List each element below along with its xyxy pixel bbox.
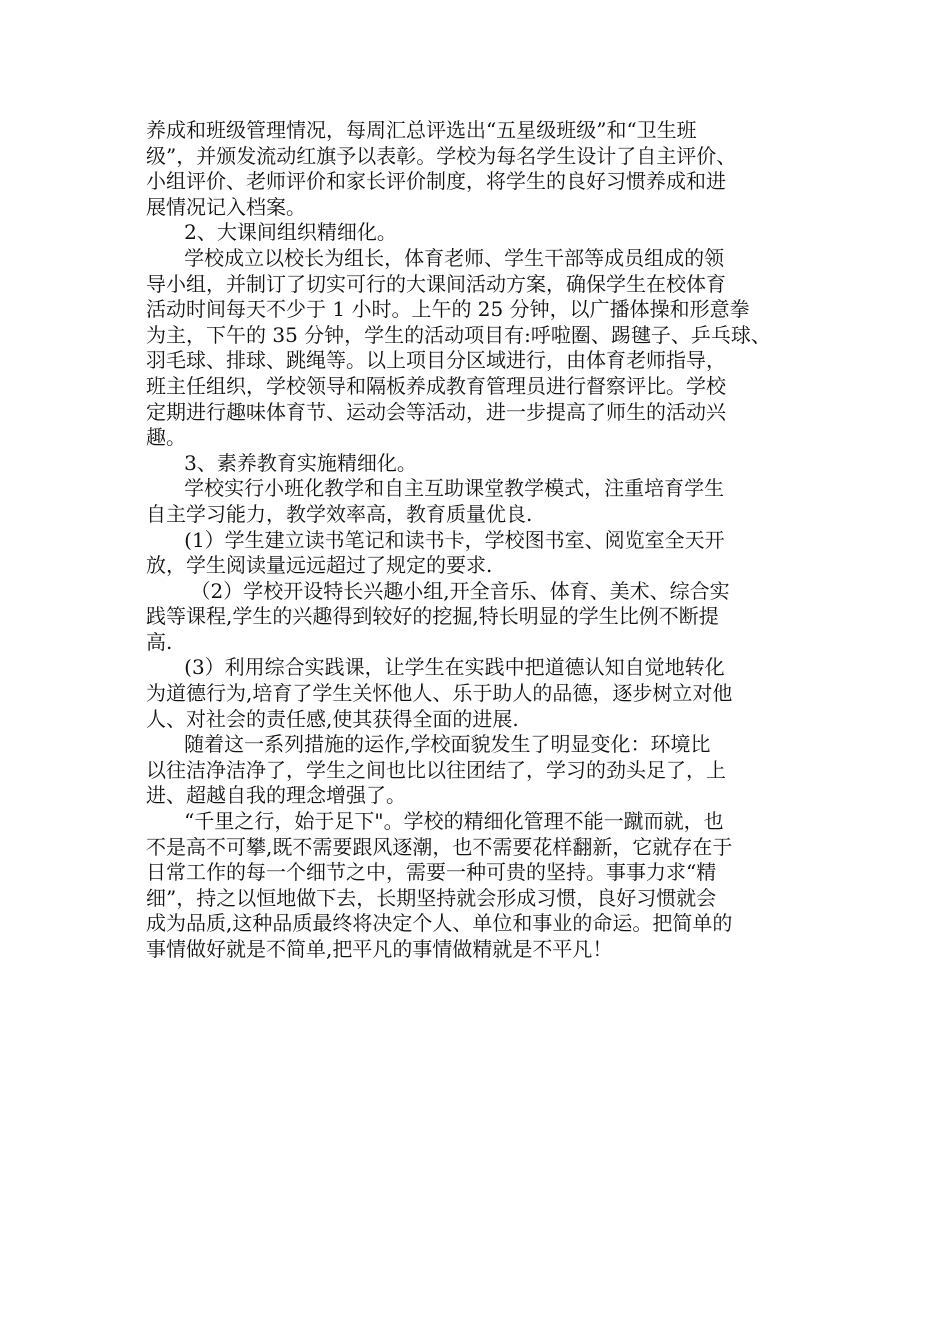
- text-line: (3）利用综合实践课，让学生在实践中把道德认知自觉地转化: [146, 655, 725, 680]
- text-line: 高.: [146, 629, 173, 654]
- text-line: 导小组，并制订了切实可行的大课间活动方案，确保学生在校体育: [146, 271, 726, 296]
- section-heading: 3、素养教育实施精细化。: [146, 450, 417, 475]
- text-line: 事情做好就是不简单,把平凡的事情做精就是不平凡！: [146, 937, 613, 961]
- document-body: [146, 118, 814, 963]
- text-line: 人、对社会的责任感,使其获得全面的进展.: [146, 706, 519, 731]
- text-line: 趣。: [146, 425, 186, 450]
- text-line: 进、超越自我的理念增强了。: [146, 783, 406, 808]
- text-line: “千里之行，始于足下"。学校的精细化管理不能一蹴而就，也: [146, 809, 724, 834]
- text-line: 自主学习能力，教学效率高，教育质量优良.: [146, 501, 533, 526]
- text-line: （2）学校开设特长兴趣小组,开全音乐、体育、美术、综合实: [146, 578, 730, 603]
- text-line: (1）学生建立读书笔记和读书卡，学校图书室、阅览室全天开: [146, 527, 725, 552]
- text-line: 班主任组织，学校领导和隔板养成教育管理员进行督察评比。学校: [146, 373, 726, 398]
- text-line: 成为品质,这种品质最终将决定个人、单位和事业的命运。把简单的: [146, 911, 733, 936]
- text-line: 学校实行小班化教学和自主互助课堂教学模式，注重培育学生: [146, 476, 725, 501]
- text-line: 级”，并颁发流动红旗予以表彰。学校为每名学生设计了自主评价、: [146, 143, 737, 168]
- text-line: 以往洁净洁净了，学生之间也比以往团结了，学习的劲头足了，上: [146, 757, 726, 782]
- section-heading: 2、大课间组织精细化。: [146, 220, 397, 245]
- text-line: 为主，下午的 35 分钟，学生的活动项目有:呼啦圈、踢毽子、乒乓球、: [146, 322, 771, 347]
- text-line: 展情况记入档案。: [146, 194, 306, 219]
- text-line: 随着这一系列措施的运作,学校面貌发生了明显变化：环境比: [146, 732, 711, 757]
- text-line: 活动时间每天不少于 1 小时。上午的 25 分钟，以广播体操和形意拳: [146, 297, 750, 322]
- text-line: 践等课程,学生的兴趣得到较好的挖掘,特长明显的学生比例不断提: [146, 604, 719, 629]
- text-line: 不是高不可攀,既不需要跟风逐潮，也不需要花样翻新，它就存在于: [146, 834, 733, 859]
- text-line: 学校成立以校长为组长，体育老师、学生干部等成员组成的领: [146, 245, 725, 270]
- text-line: 羽毛球、排球、跳绳等。以上项目分区域进行，由体育老师指导，: [146, 348, 726, 373]
- text-line: 细”，持之以恒地做下去，长期坚持就会形成习惯，良好习惯就会: [146, 885, 717, 910]
- text-line: 小组评价、老师评价和家长评价制度，将学生的良好习惯养成和进: [146, 169, 726, 194]
- text-line: 放，学生阅读量远远超过了规定的要求.: [146, 553, 493, 578]
- text-line: 日常工作的每一个细节之中，需要一种可贵的坚持。事事力求“精: [146, 860, 717, 885]
- text-line: 养成和班级管理情况，每周汇总评选出“五星级班级”和“卫生班: [146, 118, 697, 142]
- text-line: 为道德行为,培育了学生关怀他人、乐于助人的品德，逐步树立对他: [146, 681, 733, 706]
- text-line: 定期进行趣味体育节、运动会等活动，进一步提高了师生的活动兴: [146, 399, 726, 424]
